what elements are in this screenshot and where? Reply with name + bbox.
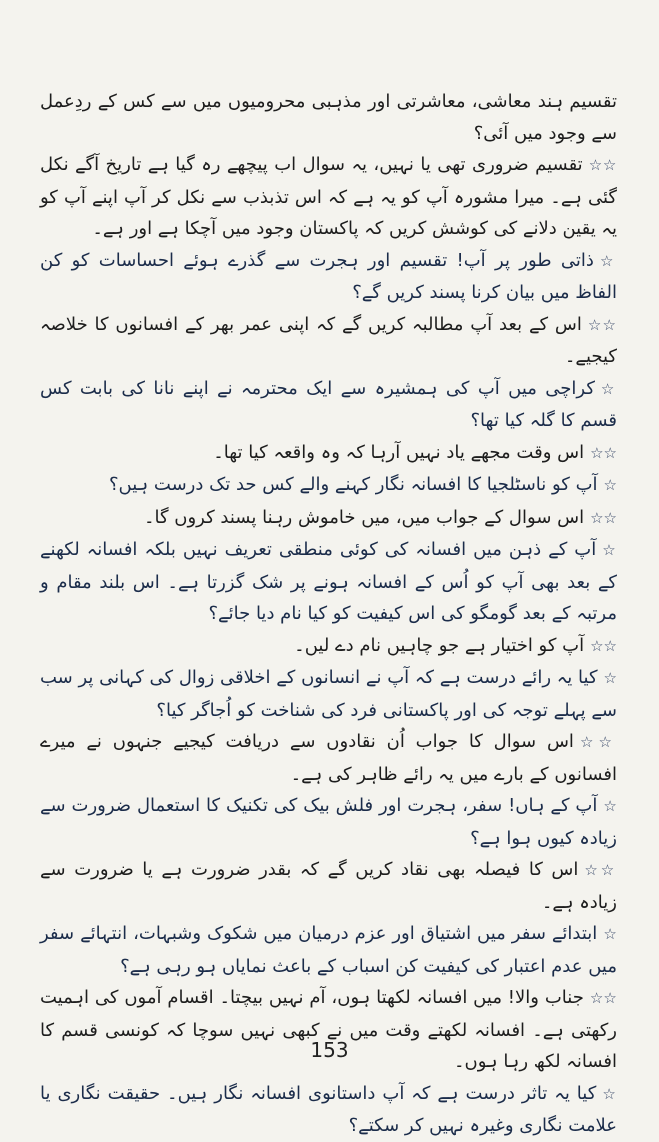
- question-paragraph: [40, 534, 617, 630]
- question-paragraph: [40, 373, 617, 437]
- answer-paragraph: [40, 437, 617, 470]
- answer-paragraph: [40, 86, 617, 149]
- paragraph-text: آپ کے ذہن میں افسانہ کی کوئی منطقی تعریف نہیں بلکہ افسانہ لکھنے کے بعد بھی آپ کو اُس کے افسانہ ہونے پر شک گزرتا ہے۔ اس بلند مقام و مرتبہ کے بعد گومگو کی اس کیفیت کو کیا نام دیا جائے؟: [40, 539, 617, 624]
- star-marker-icon: ☆☆: [587, 315, 617, 334]
- star-marker-icon: ☆: [603, 669, 617, 687]
- paragraph-text: اس سوال کا جواب اُن نقادوں سے دریافت کیجیے جنہوں نے میرے افسانوں کے بارے میں یہ رائے ظاہر کی ہے۔: [40, 731, 617, 785]
- answer-paragraph: [40, 309, 617, 373]
- paragraph-text: اس کا فیصلہ بھی نقاد کریں گے کہ بقدر ضرورت ہے یا ضرورت سے زیادہ ہے۔: [40, 859, 617, 913]
- answer-paragraph: [40, 502, 617, 535]
- paragraph-text: جناب والا! میں افسانہ لکھتا ہوں، آم نہیں بیچتا۔ اقسام آموں کی اہمیت رکھتی ہے۔ افسانہ لکھتے وقت میں نے کبھی نہیں سوچا کہ کونسی قسم کا افسانہ لکھ رہا ہوں۔: [40, 987, 617, 1072]
- question-paragraph: [40, 469, 617, 502]
- paragraph-text: تقسیم ضروری تھی یا نہیں، یہ سوال اب پیچھے رہ گیا ہے تاریخ آگے نکل گئی ہے۔ میرا مشورہ آپ کو یہ ہے کہ اس تذبذب سے نکل کر آپ اپنے آپ کو یہ یقین دلانے کی کوشش کریں کہ پاکستان وجود میں آچکا ہے اور ہے۔: [40, 154, 617, 239]
- star-marker-icon: ☆☆: [590, 508, 617, 527]
- interview-text: [40, 86, 617, 1142]
- paragraph-text: ذاتی طور پر آپ! تقسیم اور ہجرت سے گذرے ہوئے احساسات کو کن الفاظ میں بیان کرنا پسند کریں گے؟: [40, 249, 617, 303]
- star-marker-icon: ☆☆: [590, 636, 617, 655]
- paragraph-text: اس کے بعد آپ مطالبہ کریں گے کہ اپنی عمر بھر کے افسانوں کا خلاصہ کیجیے۔: [40, 313, 617, 367]
- page-number: 153: [310, 1038, 349, 1062]
- answer-paragraph: [40, 726, 617, 790]
- paragraph-text: کیا یہ تاثر درست ہے کہ آپ داستانوی افسانہ نگار ہیں۔ حقیقت نگاری یا علامت نگاری وغیرہ نہیں کر سکتے؟: [40, 1082, 617, 1136]
- star-marker-icon: ☆: [602, 1084, 618, 1103]
- star-marker-icon: ☆☆: [588, 156, 617, 174]
- answer-paragraph: [40, 630, 617, 663]
- paragraph-text: اس سوال کے جواب میں، میں خاموش رہنا پسند کروں گا۔: [143, 506, 585, 528]
- question-paragraph: [40, 1078, 617, 1142]
- paragraph-text: ابتدائے سفر میں اشتیاق اور عزم درمیان میں شکوک وشبہات، انتہائے سفر میں عدم اعتبار کی کیفیت کن اسباب کے باعث نمایاں ہو رہی ہے؟: [40, 923, 617, 977]
- paragraph-text: کیا یہ رائے درست ہے کہ آپ نے انسانوں کے اخلاقی زوال کی کہانی پر سب سے پہلے توجہ کی اور پاکستانی فرد کی شناخت کو اُجاگر کیا؟: [40, 667, 617, 721]
- question-paragraph: [40, 918, 617, 982]
- star-marker-icon: ☆☆: [584, 861, 617, 879]
- paragraph-text: اس وقت مجھے یاد نہیں آرہا کہ وہ واقعہ کیا تھا۔: [213, 441, 585, 463]
- question-paragraph: [40, 662, 617, 726]
- paragraph-text: آپ کو اختیار ہے جو چاہیں نام دے لیں۔: [294, 634, 585, 656]
- star-marker-icon: ☆: [603, 797, 617, 815]
- star-marker-icon: ☆: [603, 925, 617, 943]
- star-marker-icon: ☆☆: [589, 989, 617, 1007]
- star-marker-icon: ☆☆: [590, 443, 617, 462]
- paragraph-text: کراچی میں آپ کی ہمشیرہ سے ایک محترمہ نے اپنے نانا کی بابت کس قسم کا گلہ کیا تھا؟: [40, 377, 617, 431]
- question-paragraph: [40, 790, 617, 854]
- question-paragraph: [40, 245, 617, 309]
- star-marker-icon: ☆☆: [579, 733, 618, 751]
- answer-paragraph: [40, 854, 617, 918]
- star-marker-icon: ☆: [602, 541, 617, 559]
- answer-paragraph: [40, 149, 617, 245]
- paragraph-text: آپ کو ناسٹلجیا کا افسانہ نگار کہنے والے کس حد تک درست ہیں؟: [108, 474, 598, 495]
- paragraph-text: آپ کے ہاں! سفر، ہجرت اور فلش بیک کی تکنیک کا استعمال ضرورت سے زیادہ کیوں ہوا ہے؟: [40, 795, 617, 849]
- paragraph-text: تقسیم ہند معاشی، معاشرتی اور مذہبی محرومیوں میں سے کس کے ردِعمل سے وجود میں آئی؟: [40, 91, 617, 144]
- answer-paragraph: [40, 982, 617, 1078]
- star-marker-icon: ☆: [600, 379, 618, 398]
- star-marker-icon: ☆: [603, 476, 617, 494]
- star-marker-icon: ☆: [599, 251, 618, 270]
